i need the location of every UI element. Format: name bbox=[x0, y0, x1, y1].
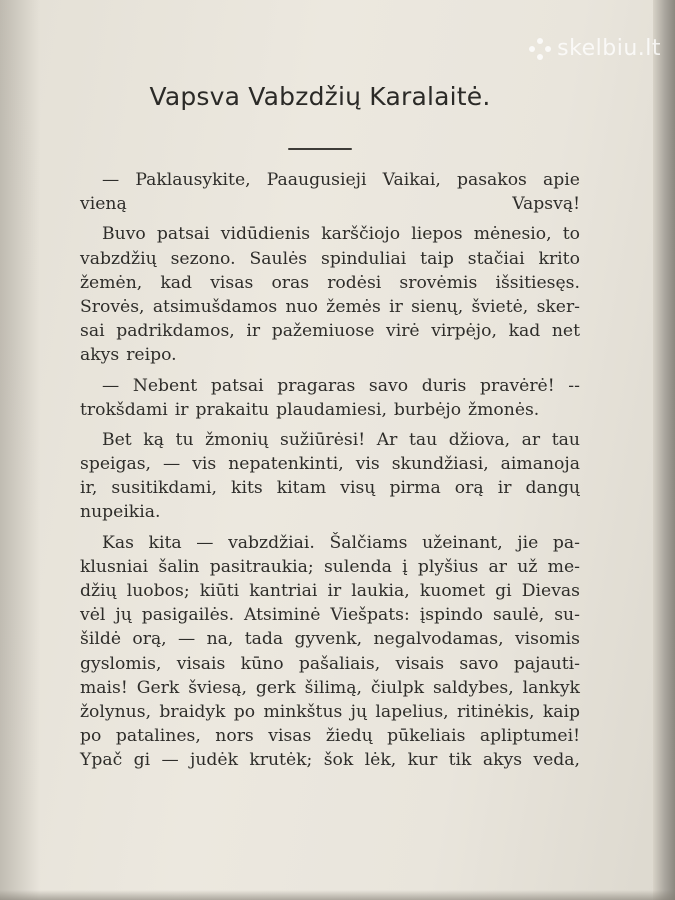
text-line: nupeikia. bbox=[80, 502, 161, 523]
text-line: mais! Gerk šviesą, gerk šilimą, čiulpk saldybes, lankyk bbox=[80, 677, 580, 698]
watermark-text: skelbiu.lt bbox=[557, 36, 661, 61]
page-title: Vapsva Vabzdžių Karalaitė. bbox=[149, 82, 491, 111]
watermark-logo-icon bbox=[529, 38, 551, 60]
text-line: vėl jų pasigailės. Atsiminė Viešpats: įspindo saulė, su- bbox=[80, 605, 580, 626]
text-line: vabzdžių sezono. Saulės spinduliai taip stačiai krito bbox=[80, 248, 580, 269]
paragraph bbox=[80, 428, 580, 525]
text-line: žolynus, braidyk po minkštus jų lapelius, ritinėkis, kaip bbox=[80, 701, 580, 722]
text-line: Bet ką tu žmonių sužiūrėsi! Ar tau džiova, ar tau bbox=[102, 429, 580, 450]
text-line: Buvo patsai vidūdienis karščiojo liepos mėnesio, to bbox=[102, 224, 580, 245]
text-line: — Paklausykite, Paaugusieji Vaikai, pasakos apie bbox=[102, 170, 580, 190]
text-line: vieną Vapsvą! bbox=[80, 194, 580, 215]
text-line: sai padrikdamos, ir pažemiuose virė virpėjo, kad net bbox=[80, 321, 580, 342]
text-line: Ypač gi — judėk krutėk; šok lėk, kur tik akys veda, bbox=[80, 750, 580, 771]
page-edge bbox=[653, 0, 675, 900]
text-line: ir, susitikdami, kits kitam visų pirma orą ir dangų bbox=[80, 478, 580, 499]
paragraph bbox=[80, 222, 580, 367]
page-bottom-edge bbox=[0, 890, 675, 900]
paragraph bbox=[80, 531, 580, 773]
text-line: po patalines, nors visas žiedų pūkeliais apliptumei! bbox=[80, 726, 580, 747]
text-line: — Nebent patsai pragaras savo duris pravėrė! -- bbox=[102, 375, 580, 396]
title-divider bbox=[288, 148, 352, 150]
text-line: Kas kita — vabzdžiai. Šalčiams užeinant, jie pa- bbox=[102, 532, 580, 553]
text-line: Srovės, atsimušdamos nuo žemės ir sienų, švietė, sker- bbox=[80, 296, 580, 317]
page-gutter-shadow bbox=[0, 0, 40, 900]
watermark bbox=[529, 36, 661, 61]
text-line: trokšdami ir prakaitu plaudamiesi, burbėjo žmonės. bbox=[80, 399, 540, 420]
text-line: klusniai šalin pasitraukia; sulenda į plyšius ar už me- bbox=[80, 556, 580, 577]
text-line: gyslomis, visais kūno pašaliais, visais savo pajauti- bbox=[80, 653, 580, 674]
paragraph bbox=[80, 168, 580, 216]
text-line: žemėn, kad visas oras rodėsi srovėmis išsitiesęs. bbox=[80, 272, 580, 293]
text-line: šildė orą, — na, tada gyvenk, negalvodamas, visomis bbox=[80, 629, 580, 650]
story-text bbox=[80, 168, 580, 779]
text-line: džių luobos; kiūti kantriai ir laukia, kuomet gi Dievas bbox=[80, 581, 580, 601]
text-line: speigas, — vis nepatenkinti, vis skundžiasi, aimanoja bbox=[80, 454, 580, 475]
text-line: akys reipo. bbox=[80, 345, 177, 366]
paragraph bbox=[80, 374, 580, 422]
